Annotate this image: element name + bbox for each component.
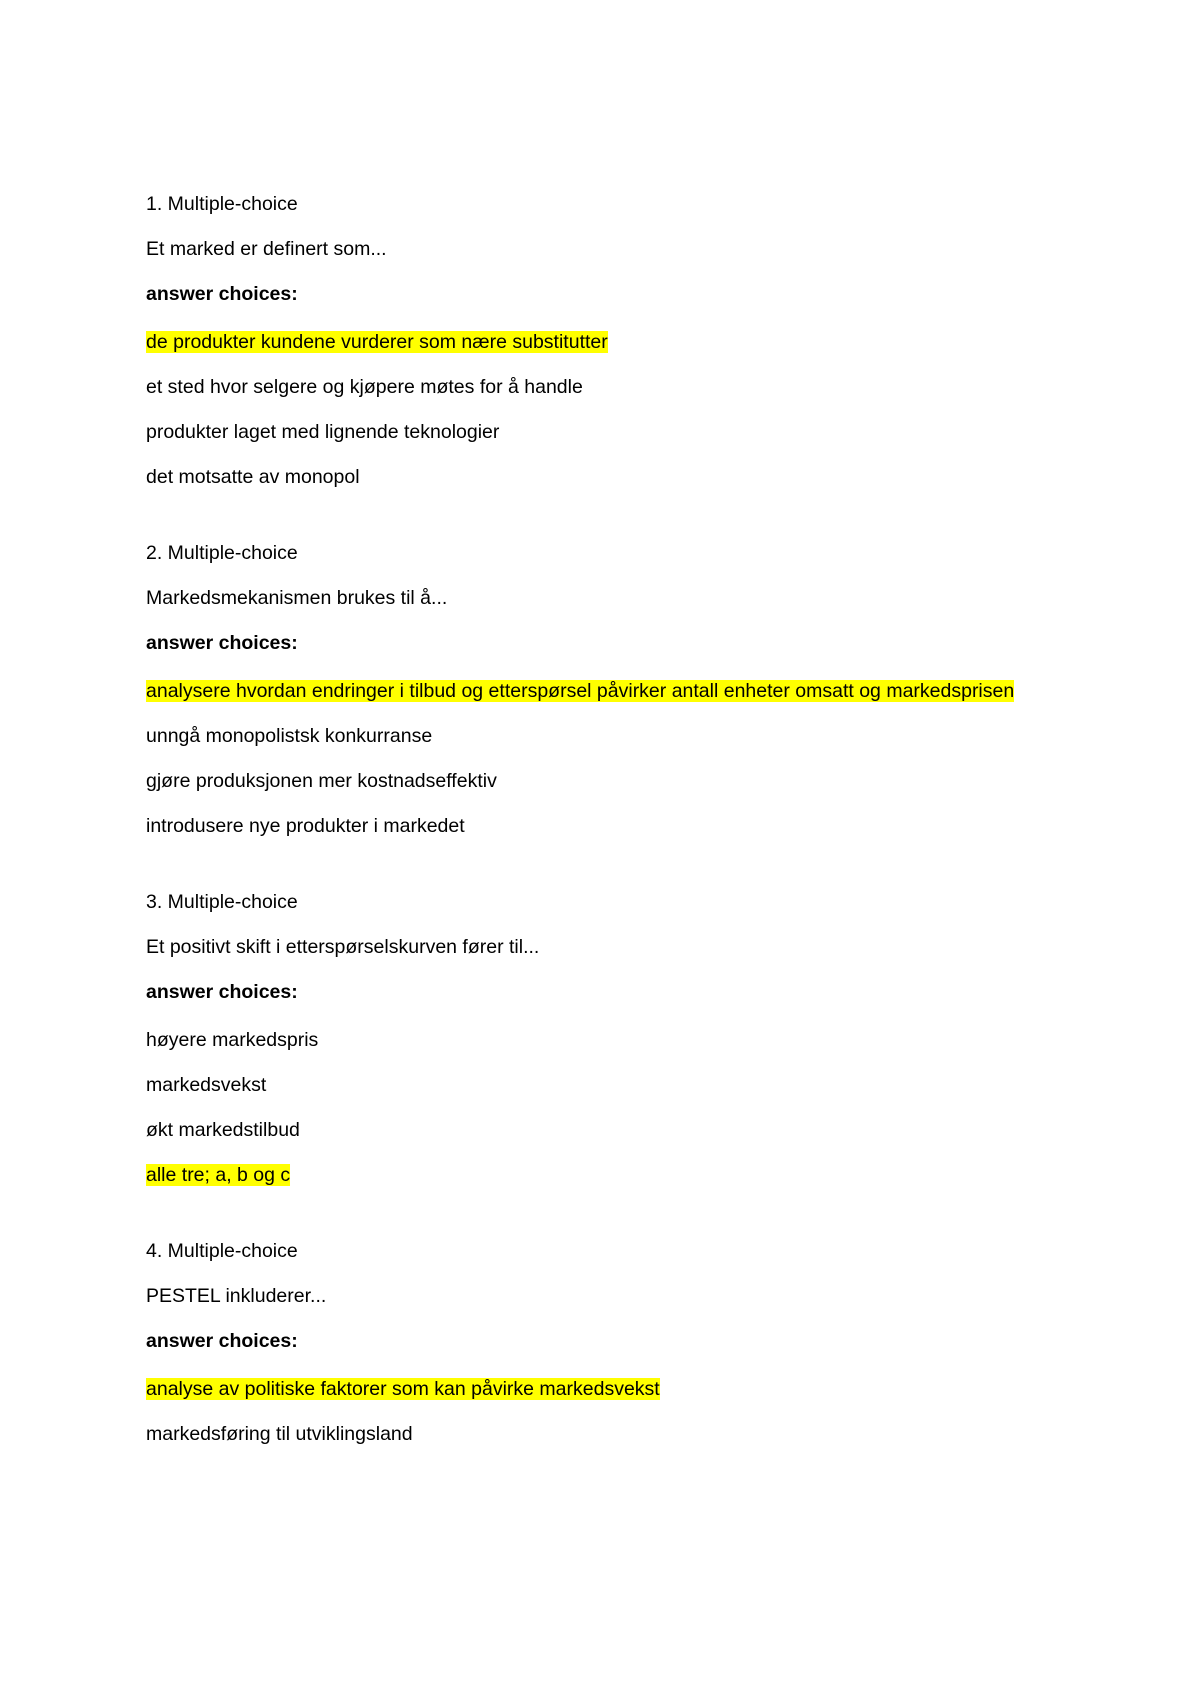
answer-choice-correct [146,677,1086,706]
answer-choice: gjøre produksjonen mer kostnadseffektiv [146,770,497,792]
question-text: PESTEL inkluderer... [146,1285,327,1307]
question-text: Markedsmekanismen brukes til å... [146,587,448,609]
answer-choices-label: answer choices: [146,283,298,305]
answer-choice: det motsatte av monopol [146,466,360,488]
document-page [146,190,1086,1496]
answer-choice: markedsvekst [146,1074,267,1096]
highlighted-answer: de produkter kundene vurderer som nære substitutter [146,331,608,353]
question-header: 3. Multiple-choice [146,891,298,913]
highlighted-answer: analyse av politiske faktorer som kan påvirke markedsvekst [146,1378,660,1400]
question-text: Et marked er definert som... [146,238,387,260]
question-header: 1. Multiple-choice [146,193,298,215]
answer-choices-label: answer choices: [146,632,298,654]
answer-choice: markedsføring til utviklingsland [146,1423,413,1445]
question-1 [146,190,1086,492]
answer-choices-label: answer choices: [146,1330,298,1352]
question-text: Et positivt skift i etterspørselskurven fører til... [146,936,540,958]
question-3 [146,888,1086,1190]
answer-choice: høyere markedspris [146,1029,319,1051]
answer-choices-label: answer choices: [146,981,298,1003]
answer-choice-correct [146,328,1086,357]
answer-choice: et sted hvor selgere og kjøpere møtes for å handle [146,376,583,398]
question-header: 4. Multiple-choice [146,1240,298,1262]
answer-choice: introdusere nye produkter i markedet [146,815,465,837]
question-header: 2. Multiple-choice [146,542,298,564]
question-2 [146,539,1086,841]
answer-choice-correct [146,1375,1086,1404]
answer-choice-correct [146,1161,1086,1190]
question-4 [146,1237,1086,1449]
answer-choice: unngå monopolistsk konkurranse [146,725,433,747]
highlighted-answer: analysere hvordan endringer i tilbud og etterspørsel påvirker antall enheter omsatt og markedsprisen [146,680,1015,702]
answer-choice: økt markedstilbud [146,1119,300,1141]
highlighted-answer: alle tre; a, b og c [146,1164,291,1186]
answer-choice: produkter laget med lignende teknologier [146,421,500,443]
